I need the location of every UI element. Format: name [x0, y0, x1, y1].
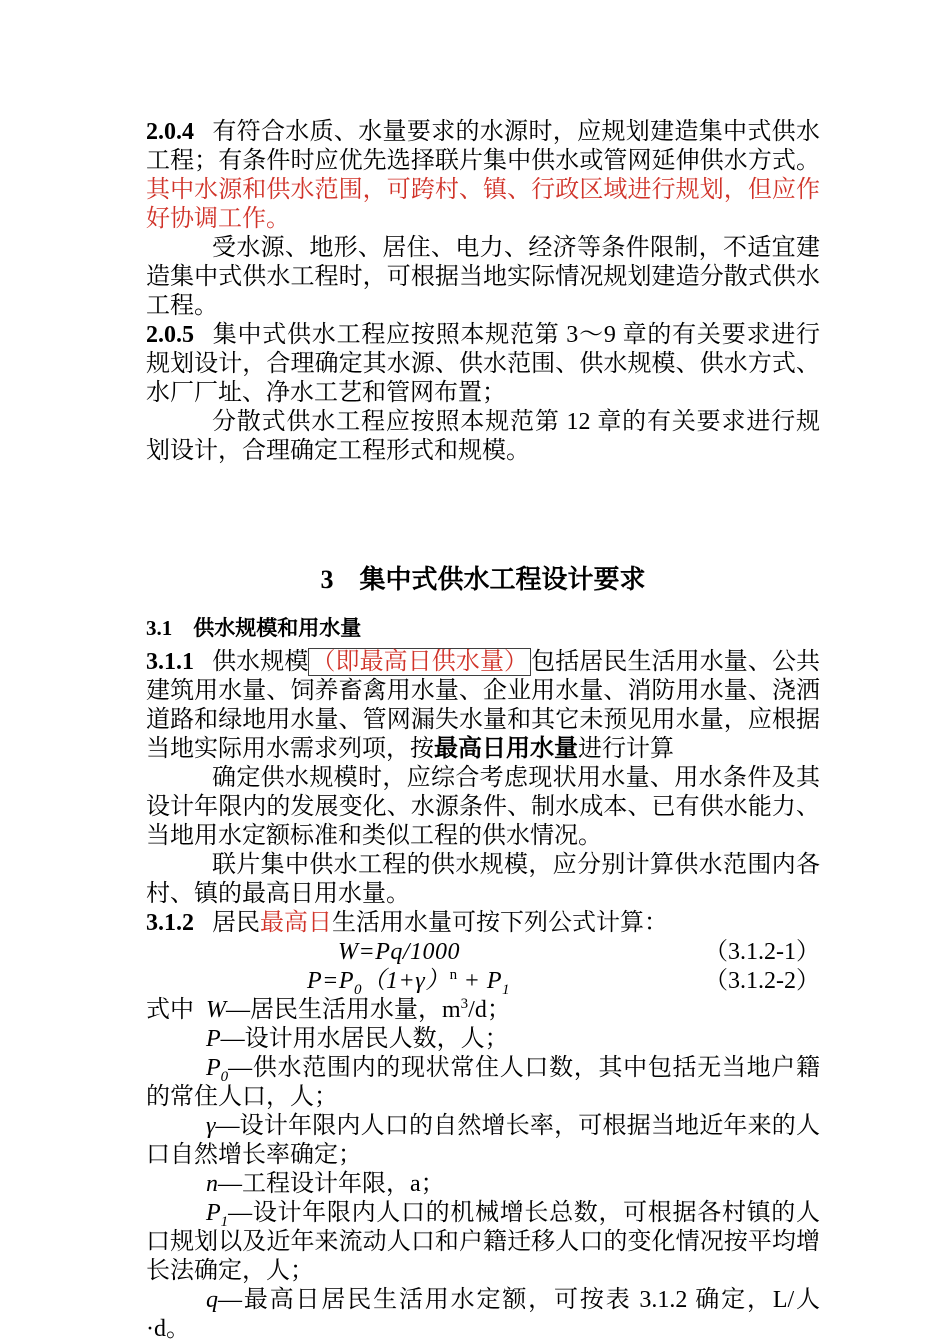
- formula-3-1-2-2: [146, 967, 820, 996]
- bold-term: 最高日用水量: [434, 736, 578, 762]
- text-run: 分散式供水工程应按照本规范第 12 章的有关要求进行规划设计，合理确定工程形式和规模。: [146, 409, 820, 464]
- vardef-n: [146, 1170, 820, 1199]
- math-variable: P: [206, 1055, 221, 1081]
- math-variable: P: [206, 1026, 221, 1052]
- chapter-3-heading: [146, 557, 820, 603]
- clause-3-1-1: [146, 648, 820, 764]
- math-variable: + P: [457, 968, 503, 994]
- clause-number: 2.0.4: [146, 119, 194, 145]
- clause-3-1-1-para-3: [146, 851, 820, 909]
- text-run: —设计用水居民人数，人；: [220, 1026, 509, 1052]
- text-run: —设计年限内人口的自然增长率，可根据当地近年来的人口自然增长率确定；: [146, 1113, 820, 1168]
- vardef-p: [146, 1025, 820, 1054]
- math-variable: P: [206, 1200, 221, 1226]
- clause-2-0-5: [146, 321, 820, 408]
- subscript: 0: [354, 981, 362, 998]
- clause-number: 3.1.1: [146, 649, 194, 675]
- text-run: 供水规模: [212, 649, 309, 675]
- clause-3-1-2: [146, 909, 820, 938]
- text-run: —居民生活用水量，m: [226, 997, 461, 1023]
- equation-number: （3.1.2-2）: [704, 968, 820, 994]
- math-variable: W: [206, 997, 226, 1023]
- vardef-q: [146, 1286, 820, 1344]
- clause-2-0-5-para-2: [146, 408, 820, 466]
- text-run: 联片集中供水工程的供水规模，应分别计算供水范围内各村、镇的最高日用水量。: [146, 852, 820, 907]
- formula-body: [338, 938, 460, 967]
- math-variable: （1+γ）: [361, 968, 450, 994]
- text-run: —工程设计年限，a；: [218, 1171, 445, 1197]
- vardef-w: [146, 996, 820, 1025]
- text-run: 生活用水量可按下列公式计算：: [332, 910, 668, 936]
- text-run: 确定供水规模时，应综合考虑现状用水量、用水条件及其设计年限内的发展变化、水源条件、制水成本、已有供水能力、当地用水定额标准和类似工程的供水情况。: [146, 765, 820, 849]
- text-run: /d；: [468, 997, 511, 1023]
- text-run: 有符合水质、水量要求的水源时，应规划建造集中式供水工程；有条件时应优先选择联片集中供水或管网延伸供水方式。: [146, 119, 820, 174]
- math-variable: P=P: [307, 968, 355, 994]
- subscript: 1: [502, 981, 510, 998]
- text-run: —最高日居民生活用水定额，可按表 3.1.2 确定，L/人·d。: [146, 1287, 820, 1342]
- text-run: 集中式供水工程应按照本规范第 3～9 章的有关要求进行规划设计，合理确定其水源、供水范围、供水规模、供水方式、水厂厂址、净水工艺和管网布置；: [146, 322, 820, 406]
- red-text: 其中水源和供水范围，可跨村、镇、行政区域进行规划，但应作好协调工作。: [146, 177, 820, 232]
- math-variable: n: [206, 1171, 218, 1197]
- text-run: 进行计算: [578, 736, 674, 762]
- clause-3-1-1-para-2: [146, 764, 820, 851]
- clause-number: 3.1.2: [146, 910, 194, 936]
- text-run: —设计年限内人口的机械增长总数，可根据各村镇的人口规划以及近年来流动人口和户籍迁移人口的变化情况按平均增长法确定，人；: [146, 1200, 820, 1284]
- text-run: 3.1 供水规模和用水量: [146, 616, 362, 640]
- vardef-gamma: [146, 1112, 820, 1170]
- clause-2-0-4-para-2: [146, 234, 820, 321]
- clause-number: 2.0.5: [146, 322, 194, 348]
- subscript: 1: [220, 1213, 229, 1230]
- red-text: 最高日: [260, 910, 332, 936]
- math-variable: W=Pq/1000: [338, 939, 461, 965]
- boxed-red-term: （即最高日供水量）: [308, 648, 531, 676]
- math-variable: γ: [206, 1113, 216, 1139]
- subscript: 0: [220, 1068, 229, 1085]
- text-run: 3 集中式供水工程设计要求: [320, 565, 646, 594]
- vardef-p1: [146, 1199, 820, 1286]
- vardef-p0: [146, 1054, 820, 1112]
- section-3-1-heading: [146, 614, 820, 643]
- clause-2-0-4: [146, 118, 820, 234]
- equation-number: （3.1.2-1）: [704, 939, 820, 965]
- text-run: 包括居民生活用水量、公共建筑用水量、饲养畜禽用水量、企业用水量、消防用水量、浇洒道路和绿地用水量、管网漏失水量和其它未预见用水量，应根据当地实际用水需求列项，按: [146, 649, 821, 762]
- formula-3-1-2-1: [146, 938, 820, 967]
- formula-lead-label: 式中: [146, 997, 194, 1023]
- text-run: —供水范围内的现状常住人口数，其中包括无当地户籍的常住人口，人；: [146, 1055, 820, 1110]
- math-variable: q: [206, 1287, 218, 1313]
- text-run: 居民: [212, 910, 260, 936]
- superscript: 3: [460, 996, 469, 1012]
- text-run: 受水源、地形、居住、电力、经济等条件限制，不适宜建造集中式供水工程时，可根据当地实际情况规划建造分散式供水工程。: [146, 235, 820, 319]
- formula-body: [307, 967, 510, 996]
- superscript: n: [449, 967, 458, 983]
